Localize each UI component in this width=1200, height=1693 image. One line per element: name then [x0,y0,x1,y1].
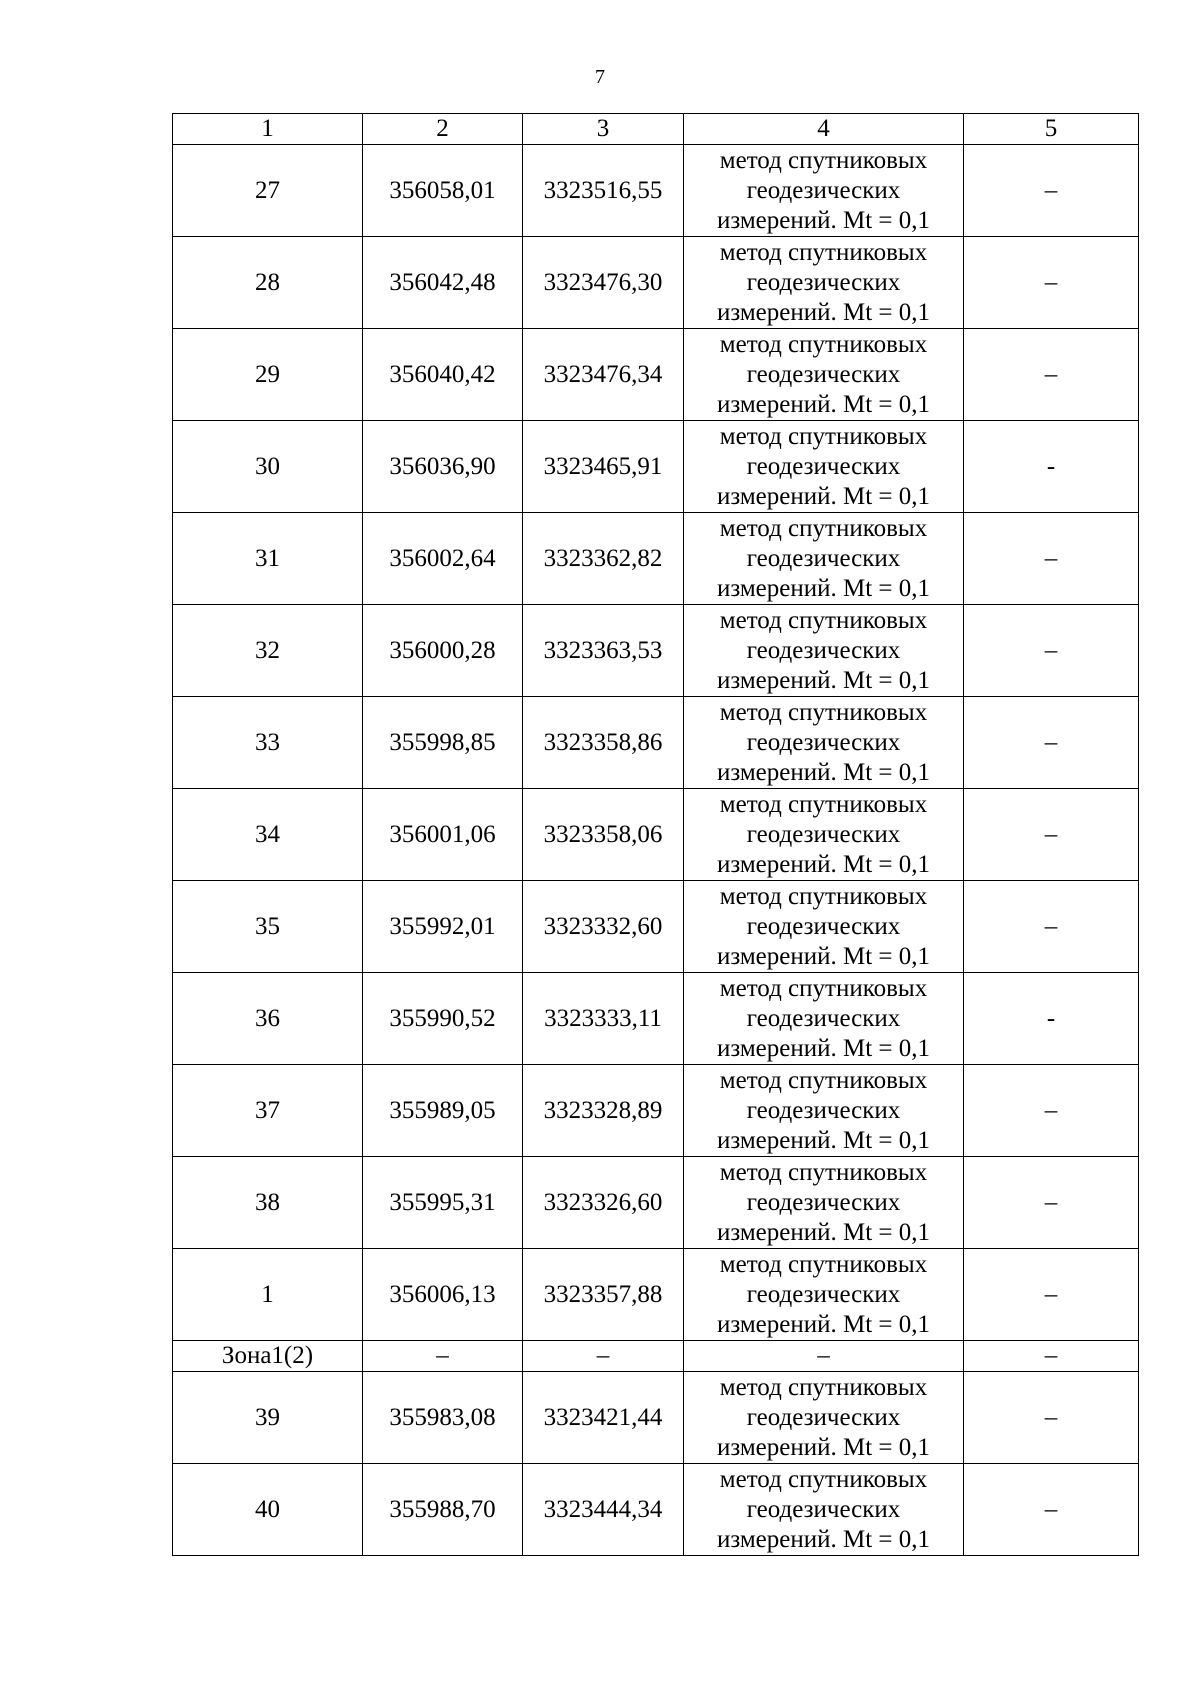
y-coordinate-cell: 3323476,30 [523,237,684,329]
note-cell: – [964,1464,1139,1556]
method-cell [684,605,964,697]
header-row [173,114,1139,145]
point-number-cell: 32 [173,605,363,697]
method-line: геодезических [746,1004,901,1032]
method-line: метод спутниковых [719,790,928,818]
method-line: геодезических [746,1495,901,1523]
y-coordinate-cell: 3323328,89 [523,1065,684,1157]
table-row [173,1065,1139,1157]
point-number-cell: 27 [173,145,363,237]
point-number-cell: 28 [173,237,363,329]
method-line: метод спутниковых [719,698,928,726]
method-line: метод спутниковых [719,606,928,634]
note-cell: – [964,513,1139,605]
note-cell: – [964,1249,1139,1341]
method-line: геодезических [746,1280,901,1308]
y-coordinate-cell: 3323332,60 [523,881,684,973]
note-cell: – [964,697,1139,789]
point-number-cell: 33 [173,697,363,789]
point-number-cell: 40 [173,1464,363,1556]
x-coordinate-cell: 356002,64 [363,513,523,605]
note-cell: – [964,237,1139,329]
y-coordinate-cell: 3323326,60 [523,1157,684,1249]
point-number-cell: 34 [173,789,363,881]
method-line: геодезических [746,1403,901,1431]
header-cell-5: 5 [964,114,1139,145]
method-line: измерений. Mt = 0,1 [716,1310,931,1338]
x-coordinate-cell: 355989,05 [363,1065,523,1157]
method-line: измерений. Mt = 0,1 [716,1034,931,1062]
y-coordinate-cell: 3323357,88 [523,1249,684,1341]
method-line: геодезических [746,636,901,664]
method-line: метод спутниковых [719,146,928,174]
table-row [173,605,1139,697]
y-coordinate-cell: 3323333,11 [523,973,684,1065]
table-row [173,237,1139,329]
method-cell [684,1372,964,1464]
y-coordinate-cell: 3323444,34 [523,1464,684,1556]
table-row [173,789,1139,881]
table-row [173,1372,1139,1464]
y-coordinate-cell: 3323476,34 [523,329,684,421]
method-line: метод спутниковых [719,974,928,1002]
method-line: геодезических [746,176,901,204]
table-row [173,1157,1139,1249]
method-cell [684,1157,964,1249]
zone-dash-cell: – [964,1341,1139,1372]
method-cell [684,145,964,237]
header-cell-2: 2 [363,114,523,145]
method-line: геодезических [746,1096,901,1124]
x-coordinate-cell: 356036,90 [363,421,523,513]
method-cell [684,789,964,881]
table-row [173,421,1139,513]
header-cell-4: 4 [684,114,964,145]
method-line: измерений. Mt = 0,1 [716,206,931,234]
table-row [173,697,1139,789]
note-cell: – [964,1157,1139,1249]
method-line: метод спутниковых [719,882,928,910]
method-line: геодезических [746,268,901,296]
table-row [173,145,1139,237]
method-line: метод спутниковых [719,330,928,358]
point-number-cell: 1 [173,1249,363,1341]
method-line: измерений. Mt = 0,1 [716,1126,931,1154]
y-coordinate-cell: 3323358,86 [523,697,684,789]
method-line: геодезических [746,820,901,848]
note-cell: – [964,145,1139,237]
method-line: измерений. Mt = 0,1 [716,574,931,602]
method-line: измерений. Mt = 0,1 [716,482,931,510]
x-coordinate-cell: 355992,01 [363,881,523,973]
y-coordinate-cell: 3323516,55 [523,145,684,237]
method-line: геодезических [746,452,901,480]
point-number-cell: 35 [173,881,363,973]
method-line: метод спутниковых [719,1465,928,1493]
point-number-cell: 38 [173,1157,363,1249]
zone-dash-cell: – [363,1341,523,1372]
note-cell: – [964,789,1139,881]
method-line: геодезических [746,912,901,940]
method-line: геодезических [746,360,901,388]
y-coordinate-cell: 3323421,44 [523,1372,684,1464]
method-cell [684,329,964,421]
method-line: метод спутниковых [719,1250,928,1278]
method-cell [684,697,964,789]
table-row [173,1464,1139,1556]
method-line: измерений. Mt = 0,1 [716,942,931,970]
x-coordinate-cell: 355995,31 [363,1157,523,1249]
x-coordinate-cell: 356006,13 [363,1249,523,1341]
method-cell [684,421,964,513]
method-cell [684,513,964,605]
point-number-cell: 37 [173,1065,363,1157]
x-coordinate-cell: 356001,06 [363,789,523,881]
point-number-cell: 29 [173,329,363,421]
zone-dash-cell: – [523,1341,684,1372]
x-coordinate-cell: 355998,85 [363,697,523,789]
x-coordinate-cell: 355988,70 [363,1464,523,1556]
y-coordinate-cell: 3323465,91 [523,421,684,513]
point-number-cell: 30 [173,421,363,513]
note-cell: – [964,881,1139,973]
point-number-cell: 36 [173,973,363,1065]
y-coordinate-cell: 3323358,06 [523,789,684,881]
method-cell [684,1464,964,1556]
table-row [173,513,1139,605]
note-cell: - [964,421,1139,513]
method-cell [684,237,964,329]
note-cell: - [964,973,1139,1065]
table-row [173,973,1139,1065]
method-cell [684,973,964,1065]
method-line: метод спутниковых [719,514,928,542]
y-coordinate-cell: 3323362,82 [523,513,684,605]
note-cell: – [964,1065,1139,1157]
method-line: измерений. Mt = 0,1 [716,390,931,418]
method-line: геодезических [746,1188,901,1216]
x-coordinate-cell: 356042,48 [363,237,523,329]
method-line: метод спутниковых [719,238,928,266]
method-cell [684,1249,964,1341]
method-line: метод спутниковых [719,1066,928,1094]
method-line: измерений. Mt = 0,1 [716,1433,931,1461]
method-line: геодезических [746,728,901,756]
x-coordinate-cell: 355983,08 [363,1372,523,1464]
method-cell [684,881,964,973]
note-cell: – [964,329,1139,421]
method-line: геодезических [746,544,901,572]
point-number-cell: 39 [173,1372,363,1464]
zone-row [173,1341,1139,1372]
method-line: метод спутниковых [719,1373,928,1401]
method-line: измерений. Mt = 0,1 [716,298,931,326]
table-body [173,114,1139,1556]
x-coordinate-cell: 356000,28 [363,605,523,697]
note-cell: – [964,605,1139,697]
zone-dash-cell: – [684,1341,964,1372]
coordinates-table [172,113,1139,1556]
header-cell-1: 1 [173,114,363,145]
table-row [173,329,1139,421]
method-line: измерений. Mt = 0,1 [716,1218,931,1246]
method-line: метод спутниковых [719,422,928,450]
header-cell-3: 3 [523,114,684,145]
method-line: метод спутниковых [719,1158,928,1186]
note-cell: – [964,1372,1139,1464]
table-row [173,1249,1139,1341]
x-coordinate-cell: 356040,42 [363,329,523,421]
point-number-cell: 31 [173,513,363,605]
method-line: измерений. Mt = 0,1 [716,850,931,878]
table-row [173,881,1139,973]
x-coordinate-cell: 355990,52 [363,973,523,1065]
x-coordinate-cell: 356058,01 [363,145,523,237]
method-line: измерений. Mt = 0,1 [716,1525,931,1553]
page-number: 7 [595,66,605,88]
method-cell [684,1065,964,1157]
zone-label-cell: Зона1(2) [173,1341,363,1372]
method-line: измерений. Mt = 0,1 [716,758,931,786]
y-coordinate-cell: 3323363,53 [523,605,684,697]
method-line: измерений. Mt = 0,1 [716,666,931,694]
